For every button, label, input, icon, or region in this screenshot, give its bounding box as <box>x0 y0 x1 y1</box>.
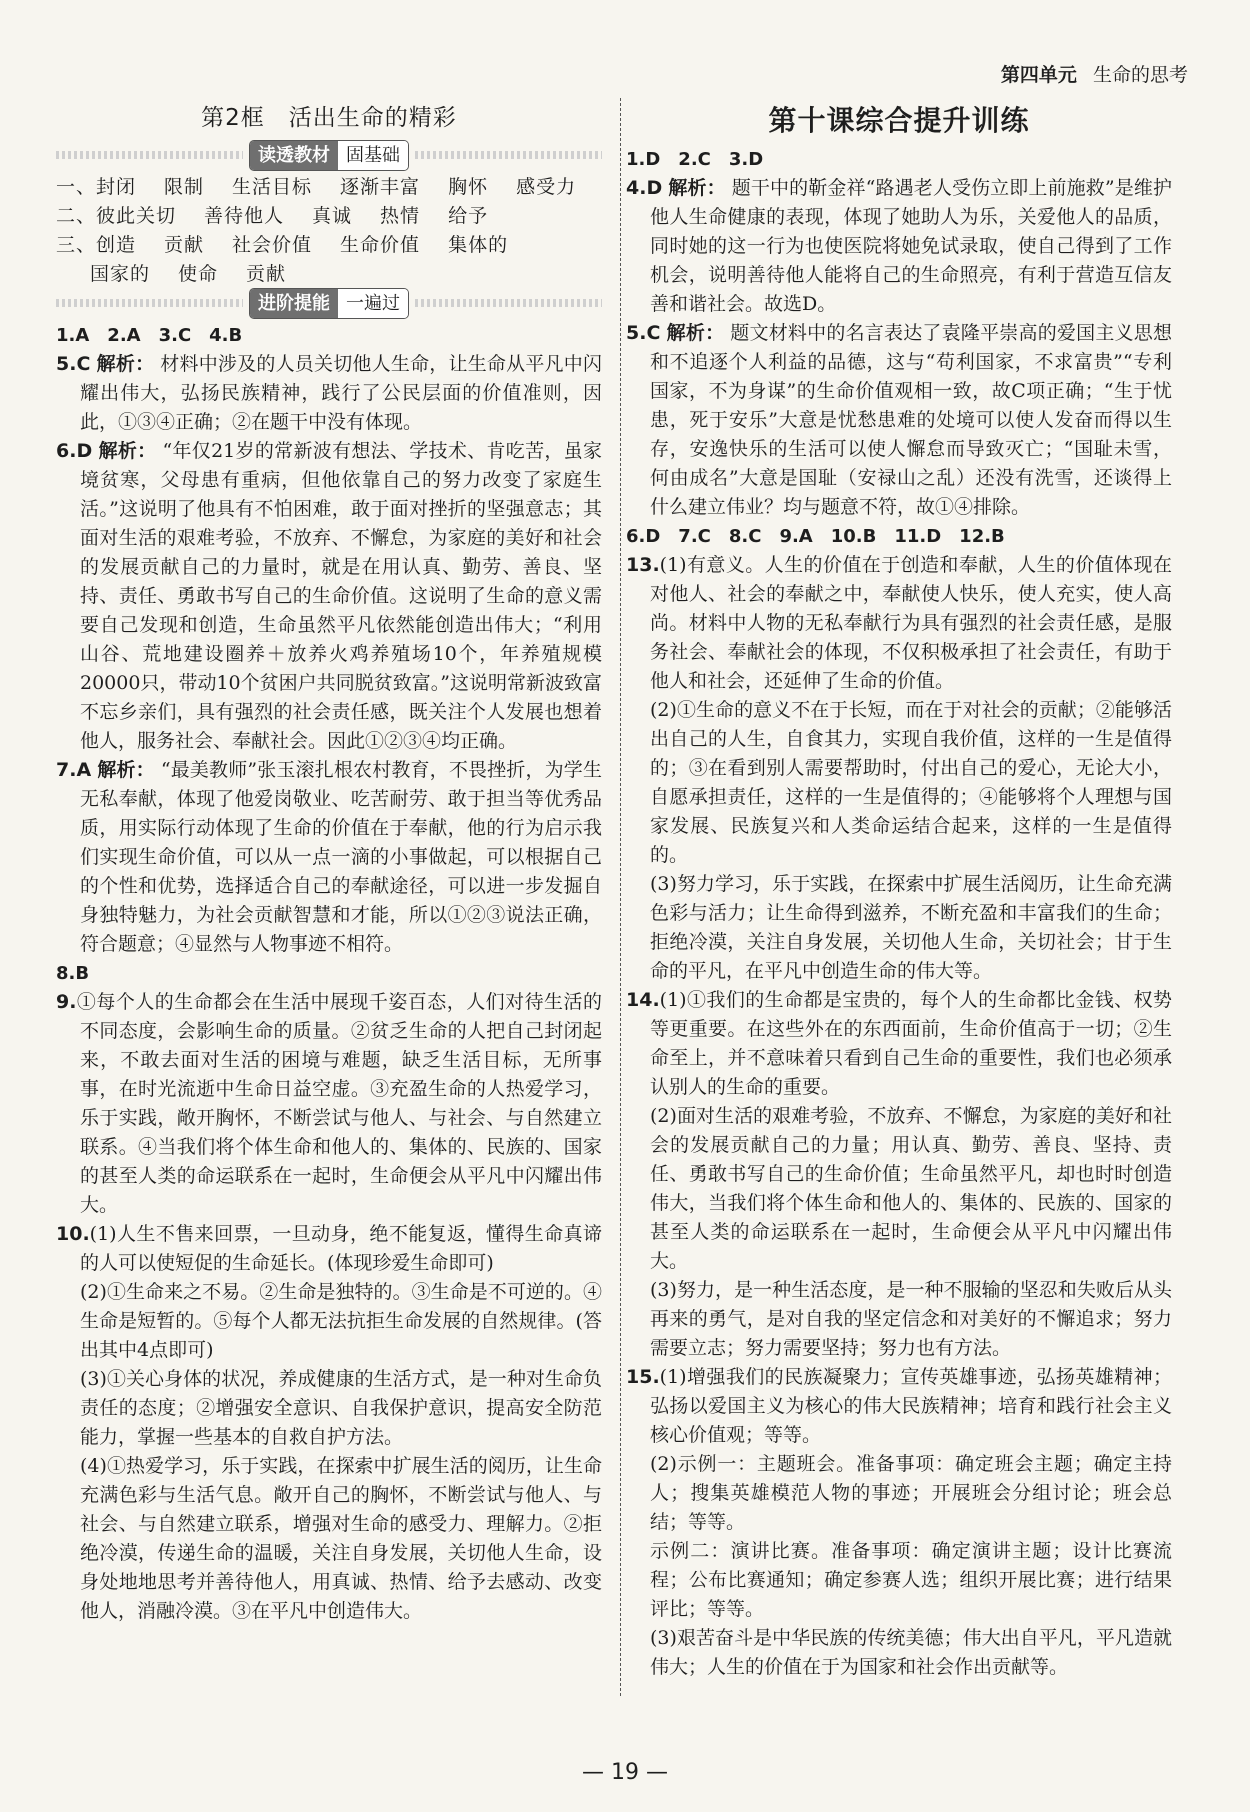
band-read-textbook <box>56 143 602 167</box>
fill-row-4: 国家的 使命 贡献 <box>90 263 287 285</box>
page-header <box>1001 60 1188 87</box>
answer-9: 9.①每个人的生命都会在生活中展现千姿百态，人们对待生活的不同态度，会影响生命的质量。②贫乏生命的人把自己封闭起来，不敢去面对生活的困境与难题，缺乏生活目标，无所事事，在时光流逝中生命日益空虚。③充盈生命的人热爱学习，乐于实践，敞开胸怀，不断尝试与他人、与社会、与自然建立联系。④当我们将个体生命和他人的、集体的、民族的、国家的甚至人类的命运联系在一起时，生命便会从平凡中闪耀出伟大。 <box>56 991 602 1216</box>
band-sub-label: 固基础 <box>338 141 408 170</box>
answer-5: 5.C 解析： 材料中涉及的人员关切他人生命，让生命从平凡中闪耀出伟大，弘扬民族精神，践行了公民层面的价值准则，因此，①③④正确；②在题干中没有体现。 <box>56 353 602 433</box>
left-column <box>56 100 602 1626</box>
column-divider <box>620 98 621 1696</box>
answer-14-part-2: (2)面对生活的艰难考验，不放弃、不懈怠，为家庭的美好和社会的发展贡献自己的力量；用认真、勤劳、善良、坚持、责任、勇敢书写自己的生命价值；生命虽然平凡，却也时时创造伟大，当我们将个体生命和他人的、集体的、民族的、国家的甚至人类的命运联系在一起时，生命便会从平凡中闪耀出伟大。 <box>650 1105 1172 1272</box>
answer-13-part-3: (3)努力学习，乐于实践，在探索中扩展生活阅历，让生命充满色彩与活力；让生命得到滋养，不断充盈和丰富我们的生命；拒绝冷漠，关注自身发展，关切他人生命，关切社会；甘于生命的平凡，在平凡中创造生命的伟大等。 <box>650 873 1172 982</box>
answer-10-part-4: (4)①热爱学习，乐于实践，在探索中扩展生活的阅历，让生命充满色彩与生活气息。敞开自己的胸怀，不断尝试与他人、与社会、与自然建立联系，增强对生命的感受力、理解力。②拒绝冷漠，传递生命的温暖，关注自身发展，关切他人生命，设身处地地思考并善待他人，用真诚、热情、给予去感动、改变他人，消融冷漠。③在平凡中创造伟大。 <box>80 1455 602 1622</box>
answer-10-part-2: (2)①生命来之不易。②生命是独特的。③生命是不可逆的。④生命是短暂的。⑤每个人都无法抗拒生命发展的自然规律。(答出其中4点即可) <box>80 1281 602 1361</box>
right-column <box>626 100 1172 1682</box>
answer-14: 14.(1)①我们的生命都是宝贵的，每个人的生命都比金钱、权势等更重要。在这些外在的东西面前，生命价值高于一切；②生命至上，并不意味着只看到自己生命的重要性，我们也必须承认别人的生命的重要。 <box>626 989 1172 1098</box>
answer-13: 13.(1)有意义。人生的价值在于创造和奉献，人生的价值体现在对他人、社会的奉献之中，奉献使人快乐，使人充实，使人高尚。材料中人物的无私奉献行为具有强烈的社会责任感，是服务社会、奉献社会的体现，不仅积极承担了社会责任，有助于他人和社会，还延伸了生命的价值。 <box>626 554 1172 692</box>
mc-answers-1-4: 1.A 2.A 3.C 4.B <box>56 325 243 346</box>
band-main-label: 读透教材 <box>250 141 338 170</box>
answer-6: 6.D 解析： “年仅21岁的常新波有想法、学技术、肯吃苦，虽家境贫寒，父母患有重病，但他依靠自己的努力改变了家庭生活。”这说明了他具有不怕困难，敢于面对挫折的坚强意志；其面对生活的艰难考验，不放弃、不懈怠，为家庭的美好和社会的发展贡献自己的力量时，就是在用认真、勤劳、善良、坚持、责任、勇敢书写自己的生命价值。这说明了生命的意义需要自己发现和创造，生命虽然平凡依然能创造出伟大；“利用山谷、荒地建设圈养＋放养火鸡养殖场10个，年养殖规模20000只，带动10个贫困户共同脱贫致富。”这说明常新波致富不忘乡亲们，具有强烈的社会责任感，既关注个人发展也想着他人，服务社会、奉献社会。因此①②③④均正确。 <box>56 440 602 752</box>
answer-8: 8.B <box>56 963 90 984</box>
unit-title: 生命的思考 <box>1092 64 1188 86</box>
answer-13-part-2: (2)①生命的意义不在于长短，而在于对社会的贡献；②能够活出自己的人生，自食其力，实现自我价值，这样的一生是值得的；③在看到别人需要帮助时，付出自己的爱心，无论大小，自愿承担责任，这样的一生是值得的；④能够将个人理想与国家发展、民族复兴和人类命运结合起来，这样的一生是值得的。 <box>650 699 1172 866</box>
fill-row-2: 二、彼此关切 善待他人 真诚 热情 给予 <box>56 205 489 227</box>
mc-answers-6-12: 6.D 7.C 8.C 9.A 10.B 11.D 12.B <box>626 526 1005 547</box>
answer-10-part-3: (3)①关心身体的状况，养成健康的生活方式，是一种对生命负责任的态度；②增强安全意识、自我保护意识，提高安全防范能力，掌握一些基本的自救自护方法。 <box>80 1368 602 1448</box>
page-number: — 19 — <box>582 1760 668 1785</box>
answer-5: 5.C 解析： 题文材料中的名言表达了袁隆平崇高的爱国主义思想和不追逐个人利益的品德，这与“苟利国家，不求富贵”“专利国家，不为身谋”的生命价值观相一致，故C项正确；“生于忧患，死于安乐”大意是忧愁患难的处境可以使人发奋而得以生存，安逸快乐的生活可以使人懈怠而导致灭亡；“国耻未雪，何由成名”大意是国耻（安禄山之乱）还没有洗雪，还谈得上什么建立伟业？均与题意不符，故①④排除。 <box>626 322 1172 518</box>
answer-15-part-2: (2)示例一：主题班会。准备事项：确定班会主题；确定主持人；搜集英雄模范人物的事迹；开展班会分组讨论；班会总结；等等。 <box>650 1453 1172 1533</box>
answer-7: 7.A 解析： “最美教师”张玉滚扎根农村教育，不畏挫折，为学生无私奉献，体现了他爱岗敬业、吃苦耐劳、敢于担当等优秀品质，用实际行动体现了生命的价值在于奉献，他的行为启示我们实现生命价值，可以从一点一滴的小事做起，可以根据自己的个性和优势，选择适合自己的奉献途径，可以进一步发掘自身独特魅力，为社会贡献智慧和才能，所以①②③说法正确，符合题意；④显然与人物事迹不相符。 <box>56 759 602 955</box>
fill-row-1: 一、封闭 限制 生活目标 逐渐丰富 胸怀 感受力 <box>56 176 577 198</box>
answer-15: 15.(1)增强我们的民族凝聚力；宣传英雄事迹，弘扬英雄精神；弘扬以爱国主义为核心的伟大民族精神；培育和践行社会主义核心价值观；等等。 <box>626 1366 1172 1446</box>
fill-row-3: 三、创造 贡献 社会价值 生命价值 集体的 <box>56 234 509 256</box>
band-advance <box>56 291 602 315</box>
section-title: 第2框 活出生命的精彩 <box>201 105 457 131</box>
band-main-label: 进阶提能 <box>250 289 338 318</box>
lesson-review-title: 第十课综合提升训练 <box>768 104 1030 137</box>
answer-14-part-3: (3)努力，是一种生活态度，是一种不服输的坚忍和失败后从头再来的勇气，是对自我的坚定信念和对美好的不懈追求；努力需要立志；努力需要坚持；努力也有方法。 <box>650 1279 1172 1359</box>
answer-10: 10.(1)人生不售来回票，一旦动身，绝不能复返，懂得生命真谛的人可以使短促的生命延长。(体现珍爱生命即可) <box>56 1223 602 1274</box>
answer-15-example-2: 示例二：演讲比赛。准备事项：确定演讲主题；设计比赛流程；公布比赛通知；确定参赛人选；组织开展比赛；进行结果评比；等等。 <box>650 1540 1172 1620</box>
band-sub-label: 一遍过 <box>338 289 408 318</box>
unit-label: 第四单元 <box>1000 64 1077 86</box>
answer-15-part-3: (3)艰苦奋斗是中华民族的传统美德；伟大出自平凡，平凡造就伟大；人生的价值在于为国家和社会作出贡献等。 <box>650 1627 1172 1678</box>
mc-answers-1-3: 1.D 2.C 3.D <box>626 149 764 170</box>
answer-4: 4.D 解析： 题干中的靳金祥“路遇老人受伤立即上前施救”是维护他人生命健康的表现，体现了她助人为乐，关爱他人的品质，同时她的这一行为也使医院将她免试录取，使自己得到了工作机会，说明善待他人能将自己的生命照亮，有利于营造互信友善和谐社会。故选D。 <box>626 177 1172 315</box>
